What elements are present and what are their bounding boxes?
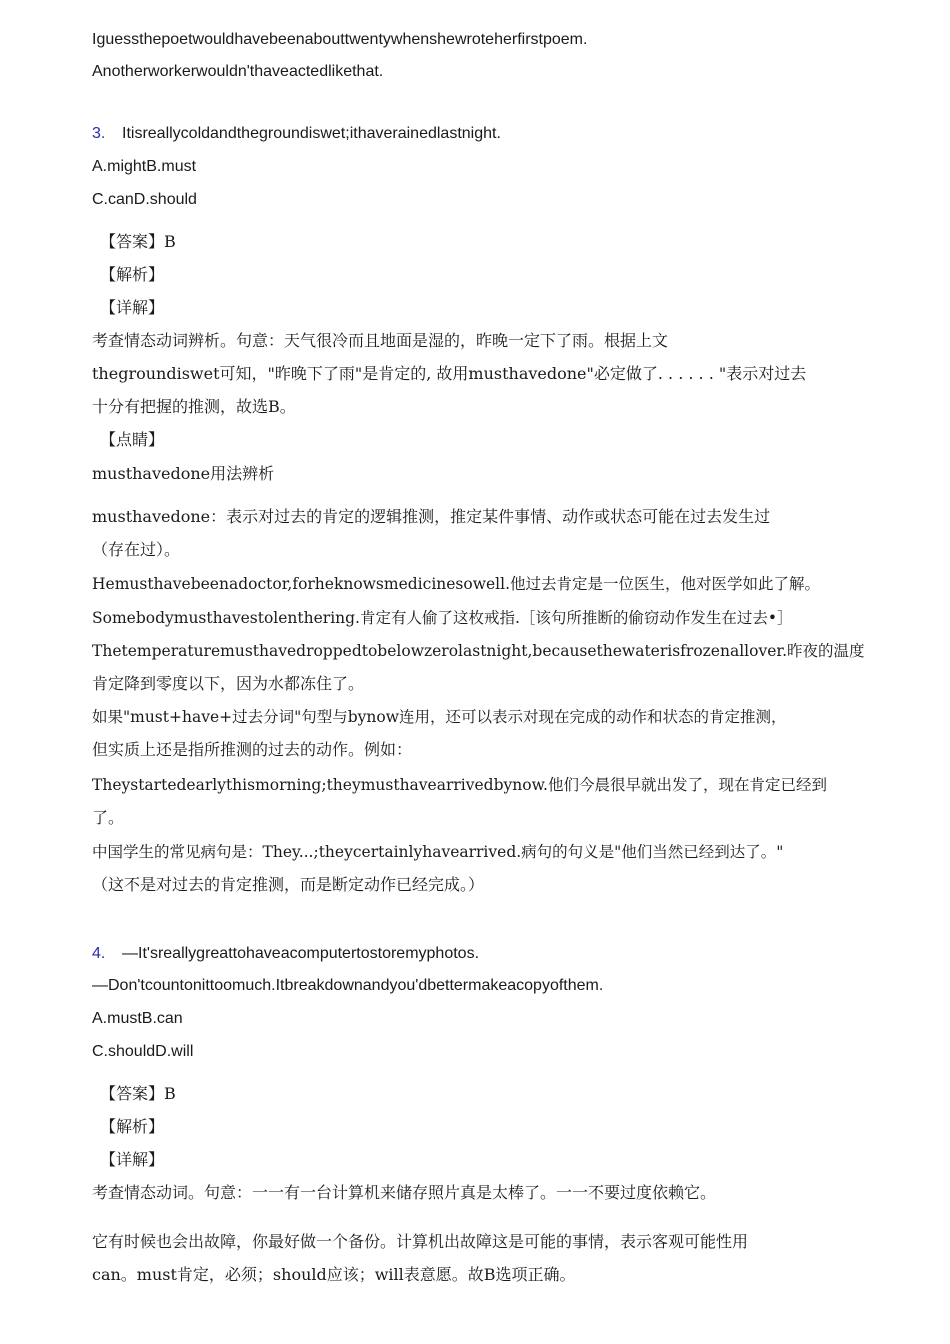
question-number: 4. <box>92 945 106 962</box>
question-text: Itisreallycoldandthegroundiswet;ithaverainedlastnight. <box>122 125 501 142</box>
explanation-line: can。must肯定，必须；should应该；will表意愿。故B选项正确。 <box>92 1265 576 1284</box>
explanation-line: 十分有把握的推测，故选B。 <box>92 397 296 416</box>
answer-label: 【答案】B <box>100 232 176 251</box>
example-line: Theystartedearlythismorning;theymusthavearrivedbynow.他们今晨很早就出发了，现在肯定已经到 <box>92 776 827 794</box>
answer-label: 【答案】B <box>100 1084 176 1103</box>
analysis-label: 【解析】 <box>100 265 165 284</box>
question-4 <box>92 943 479 965</box>
options-line: A.mustB.can <box>92 1010 183 1027</box>
question-3 <box>92 123 501 145</box>
example-line: Somebodymusthavestolenthering.肯定有人偷了这枚戒指.［该句所推断的偷窃动作发生在过去•］ <box>92 609 793 627</box>
text-line: Iguessthepoetwouldhavebeenabouttwentywhenshewroteherfirstpoem. <box>92 31 588 48</box>
example-line: 了。 <box>92 808 125 827</box>
example-line: Thetemperaturemusthavedroppedtobelowzerolastnight,becausethewaterisfrozenallover.昨夜的温度 <box>92 642 865 660</box>
key-point-label: 【点睛】 <box>100 430 165 449</box>
explanation-line: 它有时候也会出故障，你最好做一个备份。计算机出故障这是可能的事情，表示客观可能性用 <box>92 1232 749 1251</box>
question-text: —Don'tcountonittoomuch.Itbreakdownandyou'dbettermakeacopyofthem. <box>92 977 604 994</box>
key-point-line: musthavedone：表示对过去的肯定的逻辑推测，推定某件事情、动作或状态可能在过去发生过 <box>92 507 771 526</box>
example-line: Hemusthavebeenadoctor,forheknowsmedicinesowell.他过去肯定是一位医生，他对医学如此了解。 <box>92 575 821 593</box>
options-line: C.shouldD.will <box>92 1043 194 1060</box>
options-line: A.mightB.must <box>92 158 197 175</box>
question-number: 3. <box>92 125 106 142</box>
key-point-line: 但实质上还是指所推测的过去的动作。例如： <box>92 740 413 759</box>
example-line: 肯定降到零度以下，因为水都冻住了。 <box>92 674 365 693</box>
explanation-line: 考查情态动词辨析。句意：天气很冷而且地面是湿的，昨晚一定下了雨。根据上文 <box>92 331 669 350</box>
key-point-line: 如果"must+have+过去分词"句型与bynow连用，还可以表示对现在完成的动作和状态的肯定推测， <box>92 708 787 726</box>
text-line: Anotherworkerwouldn'thaveactedlikethat. <box>92 63 384 80</box>
analysis-label: 【解析】 <box>100 1117 165 1136</box>
explanation-line: 考查情态动词。句意：一一有一台计算机来储存照片真是太棒了。一一不要过度依赖它。 <box>92 1183 717 1202</box>
options-line: C.canD.should <box>92 191 197 208</box>
question-text: —It'sreallygreattohaveacomputertostoremyphotos. <box>122 945 480 962</box>
key-point-line: （这不是对过去的肯定推测，而是断定动作已经完成。） <box>92 875 485 894</box>
detail-label: 【详解】 <box>100 298 165 317</box>
key-point-line: musthavedone用法辨析 <box>92 464 275 483</box>
detail-label: 【详解】 <box>100 1150 165 1169</box>
key-point-line: （存在过）。 <box>92 540 181 559</box>
key-point-line: 中国学生的常见病句是：They...;theycertainlyhavearrived.病句的句义是"他们当然已经到达了。" <box>92 843 784 861</box>
explanation-line: thegroundiswet可知，"昨晚下了雨"是肯定的, 故用musthavedone"必定做了. . . . . . "表示对过去 <box>92 364 807 383</box>
